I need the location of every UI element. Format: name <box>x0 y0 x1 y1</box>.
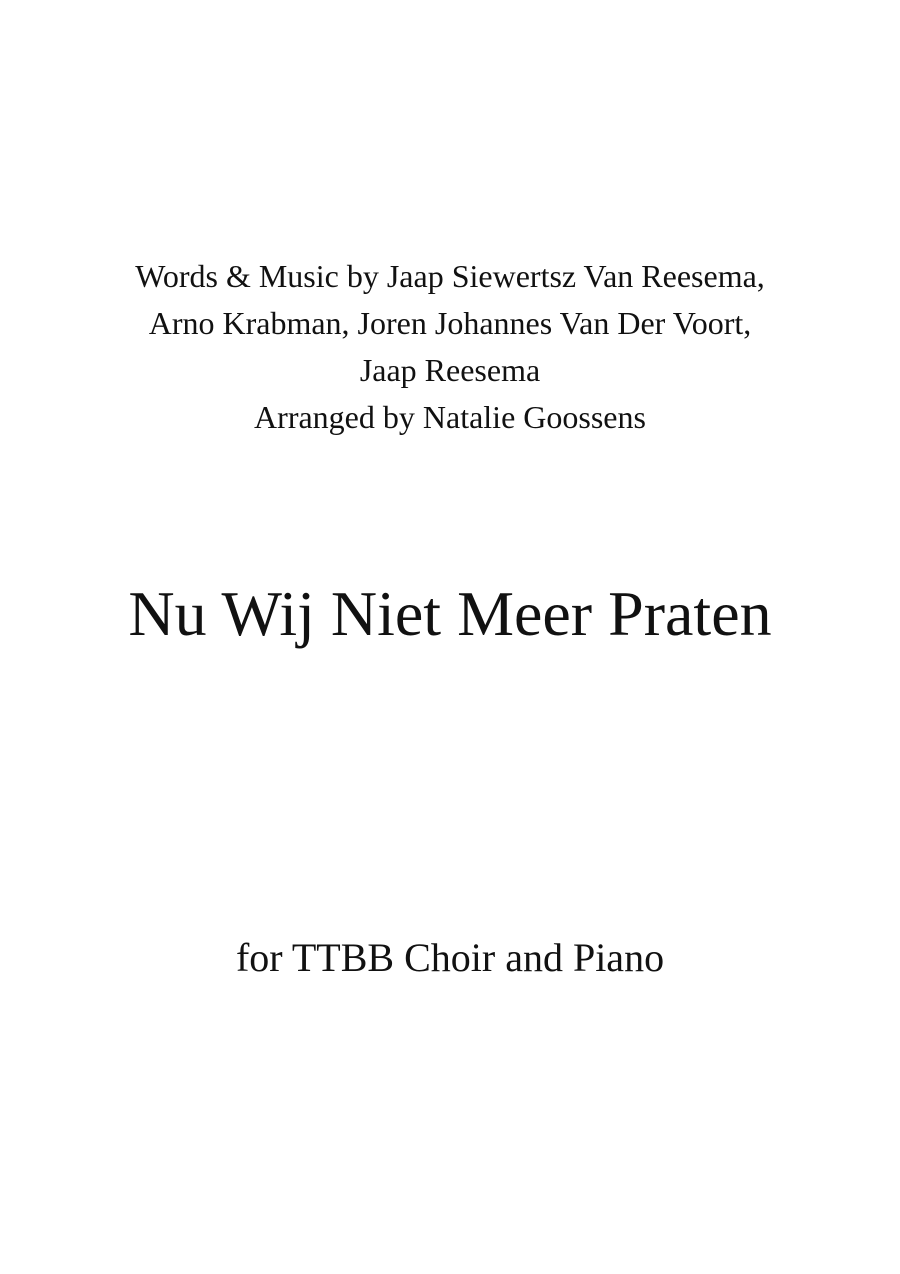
credits-line-composers: Arno Krabman, Joren Johannes Van Der Voort, <box>148 305 752 341</box>
instrumentation-subtitle: for TTBB Choir and Piano <box>235 935 665 980</box>
credits-line-words-music: Words & Music by Jaap Siewertsz Van Reesema, <box>135 258 765 294</box>
page-title: Nu Wij Niet Meer Praten <box>128 578 772 649</box>
credits-line-composer-last: Jaap Reesema <box>359 352 541 388</box>
credits-block <box>0 253 900 441</box>
credits-line-arranger: Arranged by Natalie Goossens <box>254 399 646 435</box>
